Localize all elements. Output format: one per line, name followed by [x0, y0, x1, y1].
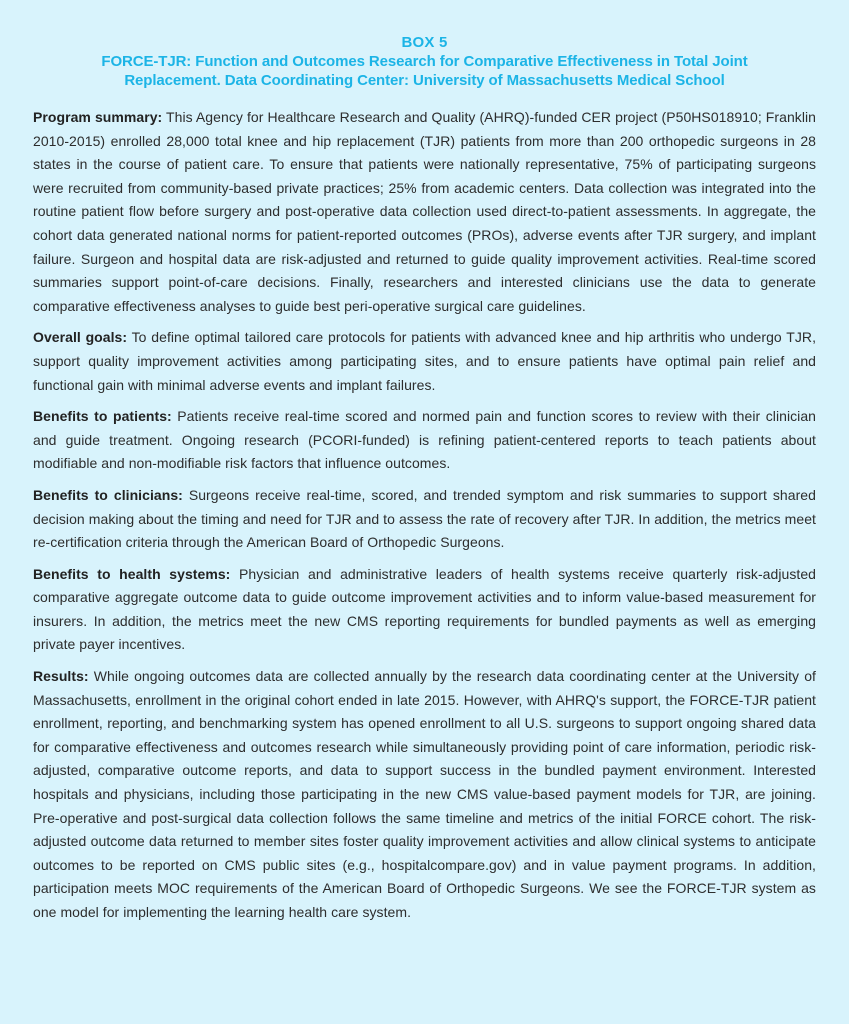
section-label: Results: — [33, 668, 89, 685]
section-benefits-patients — [33, 405, 816, 476]
section-benefits-clinicians — [33, 484, 816, 555]
section-label: Benefits to patients: — [33, 408, 172, 425]
section-label: Overall goals: — [33, 329, 128, 346]
section-label: Benefits to clinicians: — [33, 486, 183, 503]
section-overall-goals — [33, 326, 816, 397]
section-text: Physician and administrative leaders of health systems receive quarterly risk-adjusted comparative aggregate outcome data to guide outcome improvement activities and to inform value-based measurement for insurers. In addition, the metrics meet the new CMS reporting requirements for bundled payments as well as emerging private payer incentives. — [33, 565, 816, 653]
box-header — [33, 33, 816, 90]
section-text: This Agency for Healthcare Research and Quality (AHRQ)-funded CER project (P50HS018910; Franklin 2010-2015) enrolled 28,000 total knee and hip replacement (TJR) patients from more than 200 orthopedic surgeons in 28 states in the course of patient care. To ensure that patients were nationally representative, 75% of participating surgeons were recruited from community-based private practices; 25% from academic centers. Data collection was integrated into the routine patient flow before surgery and post-operative data collection used direct-to-patient assessments. In aggregate, the cohort data generated national norms for patient-reported outcomes (PROs), adverse events after TJR surgery, and implant failure. Surgeon and hospital data are risk-adjusted and returned to guide quality improvement activities. Real-time scored summaries support point-of-care decisions. Finally, researchers and interested clinicians use the data to generate comparative effectiveness analyses to guide best peri-operative surgical care guidelines. — [33, 109, 816, 314]
section-text: While ongoing outcomes data are collected annually by the research data coordinating center at the University of Massachusetts, enrollment in the original cohort ended in late 2015. However, with AHRQ's support, the FORCE-TJR patient enrollment, reporting, and benchmarking system has opened enrollment to all U.S. surgeons to support ongoing shared data for comparative effectiveness and outcomes research while simultaneously providing point of care information, periodic risk-adjusted, comparative outcome reports, and data to support success in the bundled payment environment. Interested hospitals and physicians, including those participating in the new CMS value-based payment models for TJR, are joining. Pre-operative and post-surgical data collection follows the same timeline and metrics of the initial FORCE cohort. The risk-adjusted outcome data returned to member sites foster quality improvement activities and allow clinical systems to anticipate outcomes to be reported on CMS public sites (e.g., hospitalcompare.gov) and in value payment programs. In addition, participation meets MOC requirements of the American Board of Orthopedic Surgeons. We see the FORCE-TJR system as one model for implementing the learning health care system. — [33, 668, 816, 920]
section-label: Program summary: — [33, 109, 163, 125]
section-benefits-health-systems — [33, 563, 816, 657]
section-results — [33, 665, 816, 925]
section-text: To define optimal tailored care protocols for patients with advanced knee and hip arthritis who undergo TJR, support quality improvement activities among participating sites, and to ensure patients have optimal pain relief and functional gain with minimal adverse events and implant failures. — [33, 329, 817, 393]
section-program-summary — [33, 106, 816, 318]
section-text: Surgeons receive real-time, scored, and trended symptom and risk summaries to support shared decision making about the timing and need for TJR and to assess the rate of recovery after TJR. In addition, the metrics meet re-certification criteria through the American Board of Orthopedic Surgeons. — [33, 486, 816, 551]
section-text: Patients receive real-time scored and normed pain and function scores to review with their clinician and guide treatment. Ongoing research (PCORI-funded) is refining patient-centered reports to teach patients about modifiable and non-modifiable risk factors that influence outcomes. — [33, 408, 816, 472]
box-title: FORCE-TJR: Function and Outcomes Research for Comparative Effectiveness in Total Joint Replacement. Data Coordinating Center: University of Massachusetts Medical School — [101, 53, 748, 89]
section-label: Benefits to health systems: — [33, 565, 231, 582]
box-number: BOX 5 — [401, 34, 448, 51]
